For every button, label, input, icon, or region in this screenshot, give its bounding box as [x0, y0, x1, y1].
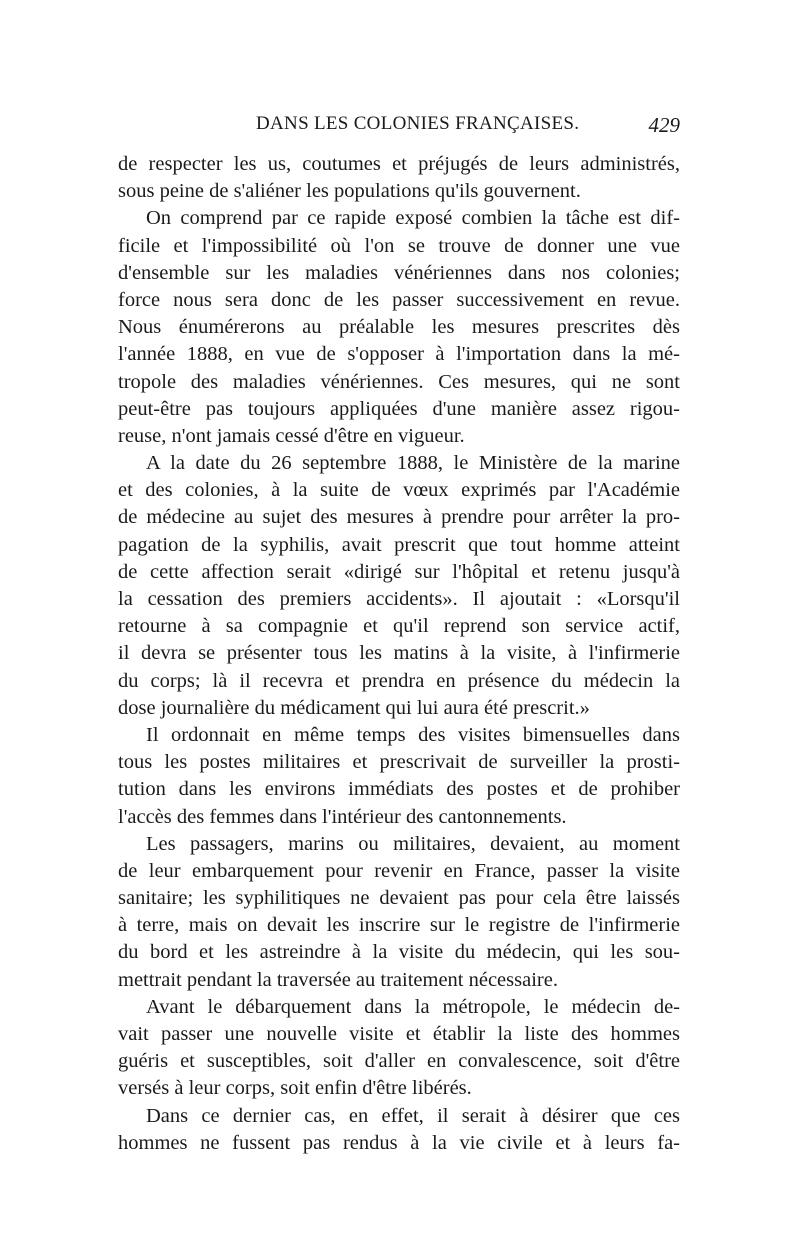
text-line: Les passagers, marins ou militaires, devaient, au moment: [146, 832, 680, 855]
text-line: Avant le débarquement dans la métropole, le médecin de-: [146, 995, 680, 1018]
text-line: Nous énumérerons au préalable les mesures prescrites dès: [118, 316, 680, 339]
text-line: d'ensemble sur les maladies vénériennes dans nos colonies;: [118, 261, 680, 284]
text-line: l'accès des femmes dans l'intérieur des cantonnements.: [118, 805, 567, 828]
text-line: tution dans les environs immédiats des postes et de prohiber: [118, 778, 680, 801]
text-line: Il ordonnait en même temps des visites bimensuelles dans: [146, 723, 680, 746]
text-line: du bord et les astreindre à la visite du médecin, qui les sou-: [118, 941, 680, 964]
text-line: tous les postes militaires et prescrivait de surveiller la prosti-: [118, 751, 680, 774]
text-line: de respecter les us, coutumes et préjugés de leurs administrés,: [118, 153, 680, 175]
text-line: du corps; là il recevra et prendra en présence du médecin la: [118, 669, 680, 692]
text-line: sous peine de s'aliéner les populations qu'ils gouvernent.: [118, 180, 581, 203]
text-line: dose journalière du médicament qui lui aura été prescrit.»: [118, 696, 590, 719]
body-text: [118, 151, 680, 1157]
text-line: reuse, n'ont jamais cessé d'être en vigueur.: [118, 424, 465, 447]
text-line: hommes ne fussent pas rendus à la vie civile et à leurs fa-: [118, 1131, 680, 1154]
text-line: versés à leur corps, soit enfin d'être libérés.: [118, 1077, 472, 1100]
text-line: la cessation des premiers accidents». Il ajoutait : «Lorsqu'il: [118, 588, 680, 610]
page-header: [118, 113, 680, 143]
text-line: vait passer une nouvelle visite et établir la liste des hommes: [118, 1023, 680, 1045]
text-line: de cette affection serait «dirigé sur l'hôpital et retenu jusqu'à: [118, 560, 680, 583]
text-line: l'année 1888, en vue de s'opposer à l'importation dans la mé-: [118, 343, 680, 366]
text-line: il devra se présenter tous les matins à la visite, à l'infirmerie: [118, 642, 680, 665]
text-line: tropole des maladies vénériennes. Ces mesures, qui ne sont: [118, 370, 680, 393]
text-line: retourne à sa compagnie et qu'il reprend son service actif,: [118, 615, 680, 638]
text-line: On comprend par ce rapide exposé combien la tâche est dif-: [146, 207, 680, 230]
page-number: 429: [648, 113, 680, 137]
text-line: mettrait pendant la traversée au traitement nécessaire.: [118, 968, 558, 991]
text-line: à terre, mais on devait les inscrire sur le registre de l'infirmerie: [118, 914, 680, 937]
text-line: ficile et l'impossibilité où l'on se trouve de donner une vue: [118, 234, 680, 257]
text-line: de médecine au sujet des mesures à prendre pour arrêter la pro-: [118, 506, 680, 529]
text-line: peut-être pas toujours appliquées d'une manière assez rigou-: [118, 397, 680, 420]
text-line: sanitaire; les syphilitiques ne devaient pas pour cela être laissés: [118, 887, 680, 910]
text-line: et des colonies, à la suite de vœux exprimés par l'Académie: [118, 479, 680, 502]
text-line: A la date du 26 septembre 1888, le Ministère de la marine: [146, 452, 680, 475]
text-line: guéris et susceptibles, soit d'aller en convalescence, soit d'être: [118, 1050, 680, 1073]
text-line: de leur embarquement pour revenir en France, passer la visite: [118, 859, 680, 882]
running-title: DANS LES COLONIES FRANÇAISES.: [256, 113, 580, 134]
text-line: force nous sera donc de les passer successivement en revue.: [118, 288, 680, 311]
text-line: pagation de la syphilis, avait prescrit que tout homme atteint: [118, 533, 680, 556]
text-line: Dans ce dernier cas, en effet, il serait à désirer que ces: [146, 1104, 680, 1127]
